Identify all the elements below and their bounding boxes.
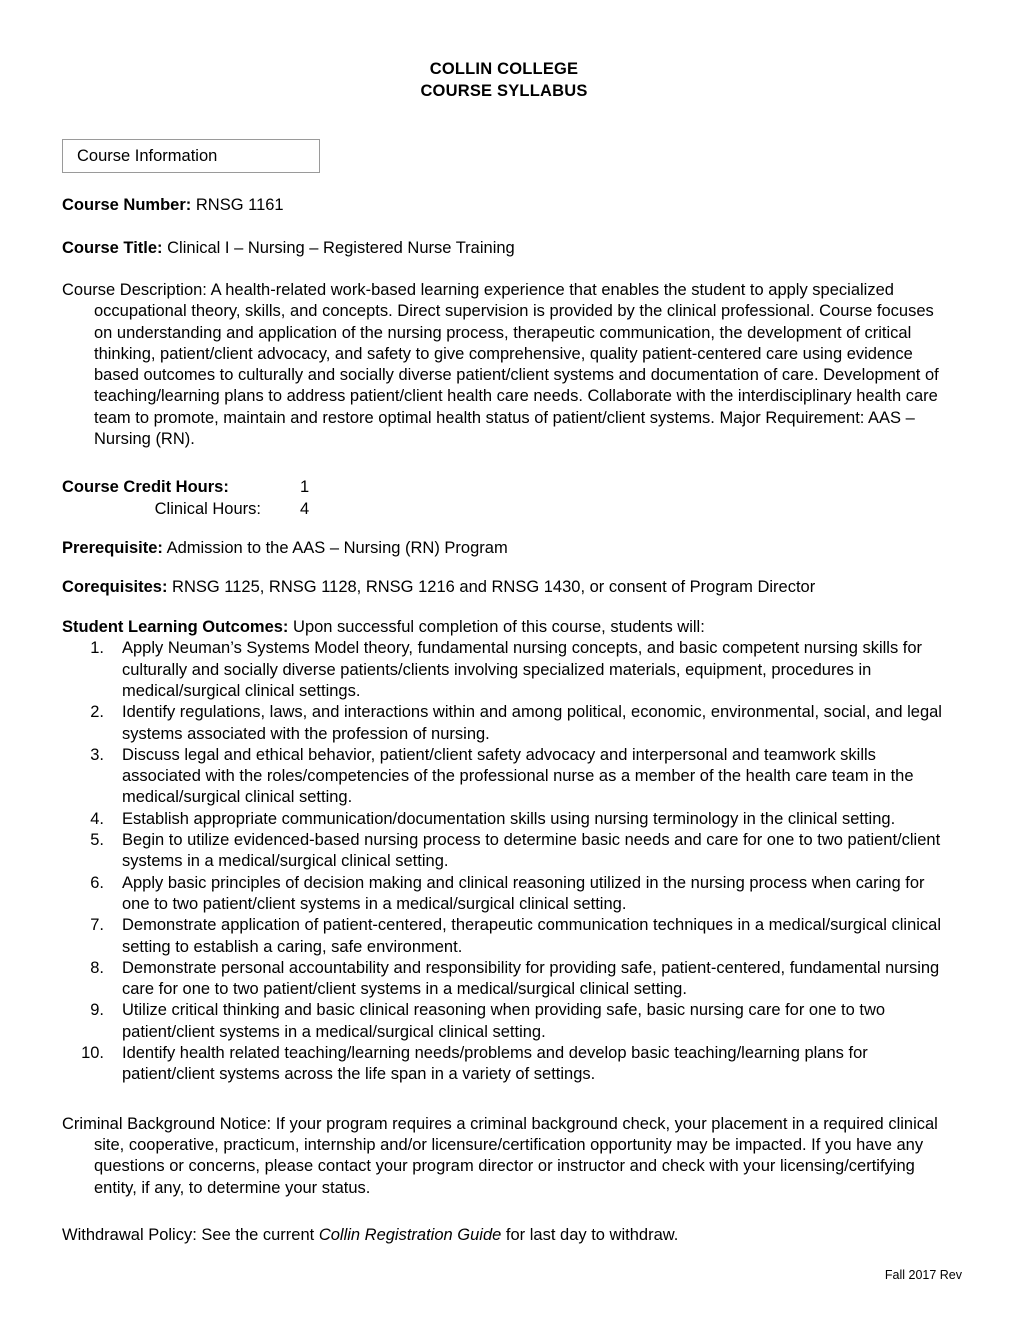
student-learning-outcomes-list bbox=[62, 638, 946, 1085]
course-credit-hours-label: Course Credit Hours: bbox=[62, 478, 229, 497]
outcome-item bbox=[62, 958, 946, 1001]
outcome-number: 3. bbox=[90, 745, 104, 764]
prerequisite-label: Prerequisite: bbox=[62, 539, 163, 558]
outcome-text: Identify regulations, laws, and interactions within and among political, economic, environmental, social, and legal systems associated with the profession of nursing. bbox=[122, 703, 942, 743]
outcome-number: 6. bbox=[90, 873, 104, 892]
course-title-value: Clinical I – Nursing – Registered Nurse Training bbox=[167, 238, 515, 257]
student-learning-outcomes-label: Student Learning Outcomes: bbox=[62, 618, 289, 637]
outcome-item bbox=[62, 1043, 946, 1086]
prerequisite-value: Admission to the AAS – Nursing (RN) Program bbox=[166, 539, 508, 558]
outcome-text: Discuss legal and ethical behavior, patient/client safety advocacy and interpersonal and teamwork skills associated with the roles/competencies of the professional nurse as a member of the health care team in the medical/surgical clinical setting. bbox=[122, 745, 914, 807]
course-description-field bbox=[62, 280, 946, 450]
outcome-text: Identify health related teaching/learning needs/problems and develop basic teaching/learning plans for patient/client systems across the life span in a variety of settings. bbox=[122, 1044, 868, 1084]
registration-guide-title: Collin Registration Guide bbox=[318, 1225, 502, 1244]
criminal-background-notice-label: Criminal Background Notice: bbox=[62, 1114, 272, 1133]
outcome-number: 8. bbox=[90, 958, 104, 977]
student-learning-outcomes-heading bbox=[62, 617, 946, 638]
clinical-hours-value: 4 bbox=[300, 500, 310, 519]
outcome-number: 7. bbox=[90, 916, 104, 935]
corequisites-field bbox=[62, 577, 946, 598]
outcome-number: 5. bbox=[90, 831, 104, 850]
outcome-item bbox=[62, 830, 946, 873]
course-description-value: A health-related work-based learning experience that enables the student to apply specialized occupational theory, skills, and concepts. Direct supervision is provided by the clinical professional. Course focuses on understanding and application of the nursing process, therapeutic communication, the development of critical thinking, patient/client advocacy, and safety to give comprehensive, quality patient-centered care using evidence based outcomes to culturally and socially diverse patient/client systems and documentation of care. Development of teaching/learning plans to address patient/client health care needs. Collaborate with the interdisciplinary health care team to promote, maintain and restore optimal health status of patient/client systems. Major Requirement: AAS – Nursing (RN). bbox=[94, 281, 939, 449]
outcome-item bbox=[62, 702, 946, 745]
outcome-number: 9. bbox=[90, 1001, 104, 1020]
credit-hours-block bbox=[62, 476, 946, 520]
course-credit-hours-value: 1 bbox=[300, 478, 310, 497]
outcome-number: 10. bbox=[81, 1044, 104, 1063]
course-title-field bbox=[62, 238, 946, 259]
withdrawal-policy bbox=[62, 1225, 946, 1246]
withdrawal-policy-text-before: See the current bbox=[201, 1225, 315, 1244]
outcome-text: Apply basic principles of decision making and clinical reasoning utilized in the nursing process when caring for one to two patient/client systems in a medical/surgical clinical setting. bbox=[122, 873, 925, 913]
document-header bbox=[62, 0, 946, 102]
outcome-text: Demonstrate application of patient-centered, therapeutic communication techniques in a medical/surgical clinical setting to establish a caring, safe environment. bbox=[122, 916, 942, 956]
clinical-hours-label: Clinical Hours: bbox=[154, 500, 261, 519]
course-credit-hours-row bbox=[62, 476, 946, 498]
course-title-label: Course Title: bbox=[62, 238, 163, 257]
revision-label: Fall 2017 Rev bbox=[884, 1268, 962, 1282]
outcome-item bbox=[62, 745, 946, 809]
course-description-label: Course Description: bbox=[62, 281, 207, 299]
course-number-label: Course Number: bbox=[62, 196, 192, 214]
course-information-label: Course Information bbox=[77, 146, 218, 165]
clinical-hours-row bbox=[62, 498, 946, 520]
outcome-text: Establish appropriate communication/documentation skills using nursing terminology in the clinical setting. bbox=[122, 809, 896, 828]
page-footer bbox=[885, 1268, 962, 1282]
outcome-text: Apply Neuman’s Systems Model theory, fundamental nursing concepts, and basic competent nursing skills for culturally and socially diverse patients/clients involving specialized materials, equipment, procedures in medical/surgical clinical settings. bbox=[122, 639, 923, 700]
outcome-item bbox=[62, 638, 946, 702]
outcome-item bbox=[62, 873, 946, 916]
outcome-number: 1. bbox=[90, 639, 104, 658]
outcome-number: 4. bbox=[90, 809, 104, 828]
corequisites-value: RNSG 1125, RNSG 1128, RNSG 1216 and RNSG 1430, or consent of Program Director bbox=[172, 577, 816, 596]
student-learning-outcomes-intro: Upon successful completion of this course, students will: bbox=[293, 618, 705, 637]
course-number-value: RNSG 1161 bbox=[195, 196, 284, 214]
outcome-item bbox=[62, 915, 946, 958]
corequisites-label: Corequisites: bbox=[62, 577, 168, 596]
prerequisite-field bbox=[62, 538, 946, 559]
institution-name: COLLIN COLLEGE bbox=[429, 60, 579, 78]
withdrawal-policy-label: Withdrawal Policy: bbox=[62, 1225, 197, 1244]
course-number-field bbox=[62, 195, 946, 216]
withdrawal-policy-text-after: for last day to withdraw. bbox=[505, 1225, 679, 1244]
document-body bbox=[62, 0, 946, 1246]
course-information-section-box bbox=[62, 139, 320, 173]
outcome-number: 2. bbox=[90, 703, 104, 722]
outcome-text: Demonstrate personal accountability and responsibility for providing safe, patient-centered, fundamental nursing care for one to two patient/client systems in a medical/surgical clinical setting. bbox=[122, 958, 940, 999]
outcome-text: Utilize critical thinking and basic clinical reasoning when providing safe, basic nursing care for one to two patient/client systems in a medical/surgical clinical setting. bbox=[122, 1001, 886, 1041]
criminal-background-notice bbox=[62, 1114, 946, 1199]
outcome-item bbox=[62, 1000, 946, 1043]
document-type-title: COURSE SYLLABUS bbox=[420, 82, 588, 100]
outcome-text: Begin to utilize evidenced-based nursing process to determine basic needs and care for one to two patient/client systems in a medical/surgical clinical setting. bbox=[122, 831, 941, 871]
criminal-background-notice-text: If your program requires a criminal background check, your placement in a required clinical site, cooperative, practicum, internship and/or licensure/certification opportunity may be impacted. If you have any questions or concerns, please contact your program director or instructor and check with your licensing/certifying entity, if any, to determine your status. bbox=[94, 1114, 938, 1197]
outcome-item bbox=[62, 809, 946, 830]
